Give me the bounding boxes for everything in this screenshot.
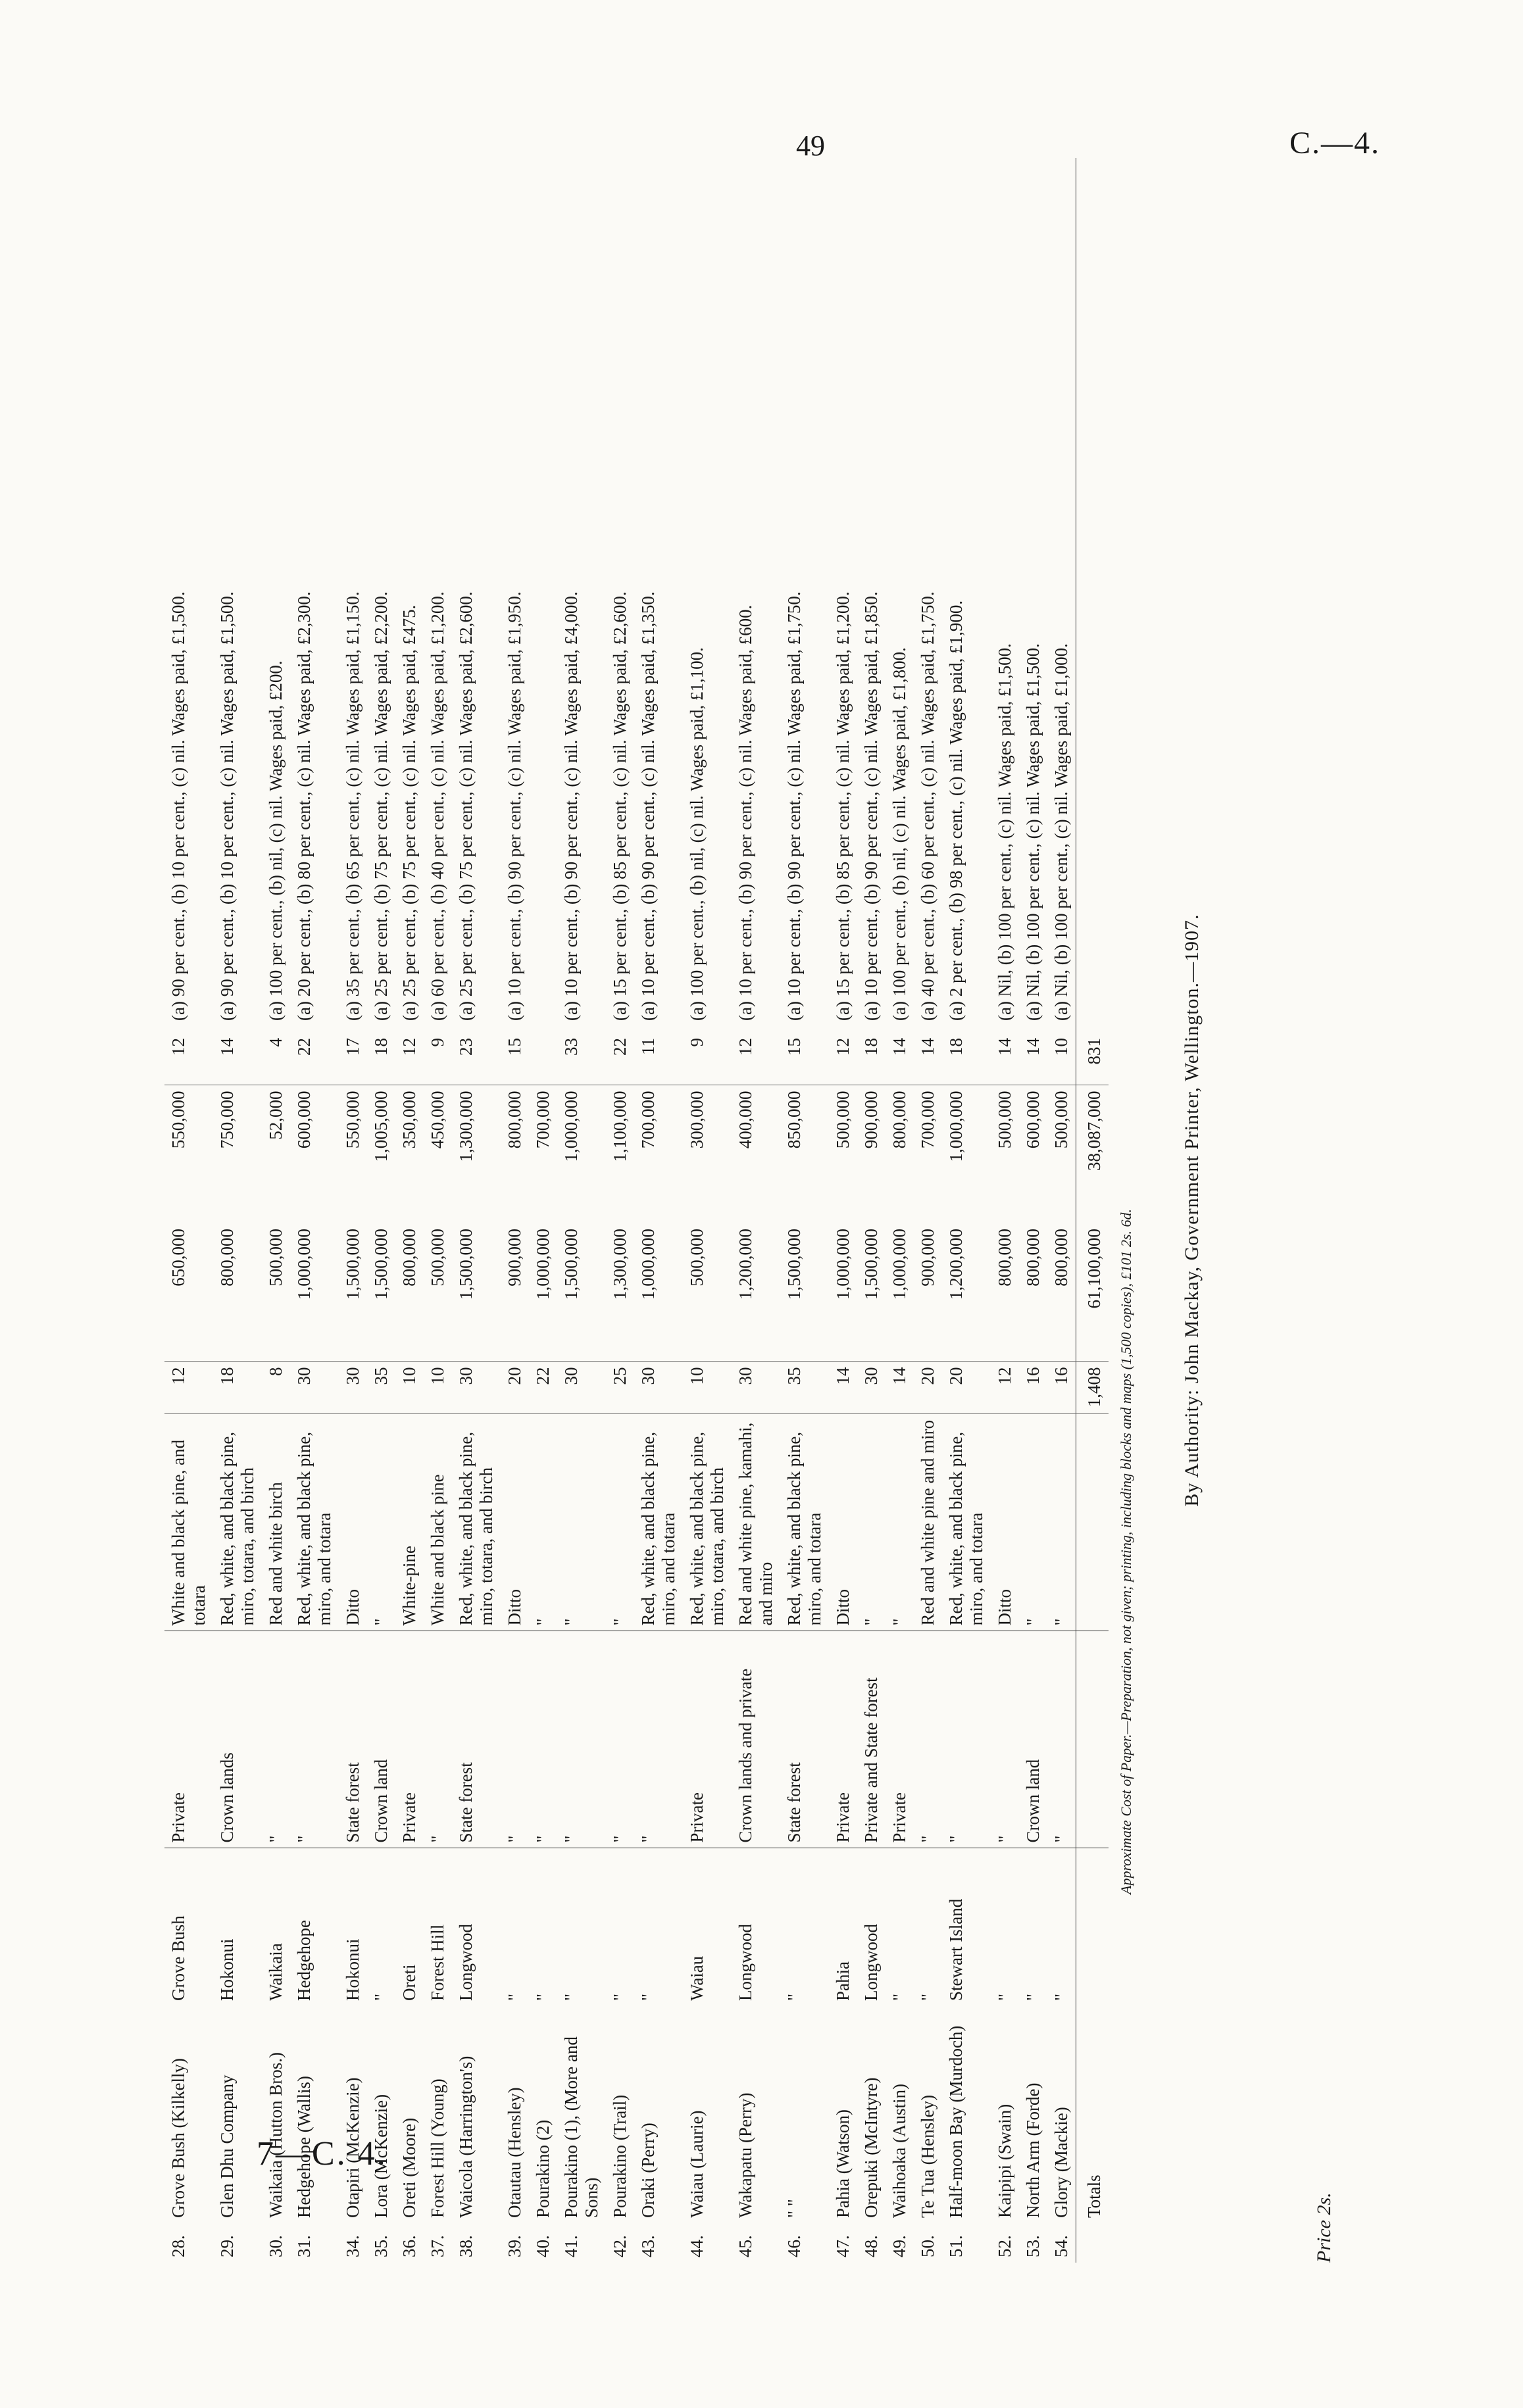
ownership: Crown lands	[213, 1631, 262, 1848]
men-value: 14	[213, 1033, 262, 1085]
feet-value: 1,500,000	[780, 1223, 829, 1362]
men-value: 23	[452, 1033, 501, 1085]
timber-kind: Red and white birch	[262, 1414, 290, 1631]
mill-name: Pahia (Watson)	[833, 2109, 853, 2218]
timber-kind: White and black pine	[424, 1414, 452, 1631]
percent-wages: (a) 100 per cent., (b) nil, (c) nil. Wages paid, £1,100.	[687, 647, 707, 1021]
table-row	[634, 158, 683, 2263]
timber-kind: Red and white pine and miro	[914, 1414, 942, 1631]
row-number: 48.	[861, 2235, 881, 2257]
row-number: 31.	[294, 2235, 314, 2257]
feet-value: 1,000,000	[634, 1223, 683, 1362]
men-value: 12	[732, 1033, 780, 1085]
feet-value: 1,500,000	[339, 1223, 367, 1362]
row-number: 46.	[784, 2235, 804, 2257]
mill-name: Otautau (Hensley)	[505, 2087, 524, 2218]
feet-value: 1,500,000	[557, 1223, 606, 1362]
row-number: 49.	[889, 2235, 909, 2257]
table-row	[829, 158, 857, 2263]
locality: Longwood	[456, 1924, 476, 2001]
cut-value: 850,000	[784, 1091, 804, 1149]
men-value: 14	[914, 1033, 942, 1085]
timber-kind: White-pine	[395, 1414, 424, 1631]
men-value: 14	[886, 1033, 914, 1085]
acres-value: 12	[991, 1362, 1019, 1414]
page-number: 49	[796, 130, 825, 162]
table-row	[290, 158, 339, 2263]
row-number: 45.	[736, 2235, 755, 2257]
locality: "	[561, 1993, 581, 2001]
table-row	[501, 158, 529, 2263]
cut-value: 550,000	[168, 1091, 188, 1149]
men-value: 17	[339, 1033, 367, 1085]
ownership: "	[606, 1631, 634, 1848]
mill-name: Orepuki (McIntyre)	[861, 2077, 881, 2218]
men-value: 14	[1019, 1033, 1047, 1085]
ownership: "	[290, 1631, 339, 1848]
men-value: 15	[501, 1033, 529, 1085]
signature-mark: 7—C. 4.	[257, 2135, 387, 2173]
acres-value: 25	[606, 1362, 634, 1414]
locality: "	[1051, 1993, 1071, 2001]
row-number: 41.	[561, 2235, 581, 2257]
percent-wages: (a) 10 per cent., (b) 90 per cent., (c) nil. Wages paid, £4,000.	[561, 591, 581, 1021]
acres-value: 30	[634, 1362, 683, 1414]
timber-kind: "	[1047, 1414, 1076, 1631]
totals-acres: 1,408	[1076, 1362, 1109, 1414]
cut-value: 1,300,000	[456, 1091, 476, 1162]
mill-name: Grove Bush (Kilkelly)	[168, 2058, 188, 2218]
timber-kind: "	[606, 1414, 634, 1631]
cut-value: 1,000,000	[946, 1091, 966, 1162]
acres-value: 10	[683, 1362, 732, 1414]
table-row	[606, 158, 634, 2263]
row-number: 40.	[533, 2235, 553, 2257]
acres-value: 20	[942, 1362, 991, 1414]
table-row	[914, 158, 942, 2263]
row-number: 30.	[266, 2235, 286, 2257]
table-row	[942, 158, 991, 2263]
totals-row	[1076, 158, 1109, 2263]
table-row	[529, 158, 557, 2263]
row-number: 44.	[687, 2235, 707, 2257]
timber-kind: Red, white, and black pine, miro, and totara	[780, 1414, 829, 1631]
feet-value: 1,000,000	[886, 1223, 914, 1362]
acres-value: 8	[262, 1362, 290, 1414]
mill-name: Forest Hill (Young)	[428, 2078, 447, 2218]
timber-kind: Ditto	[501, 1414, 529, 1631]
row-number: 47.	[833, 2235, 853, 2257]
rotated-table-area	[164, 158, 1335, 2263]
percent-wages: (a) 2 per cent., (b) 98 per cent., (c) nil. Wages paid, £1,900.	[946, 600, 966, 1021]
cut-value: 700,000	[918, 1091, 937, 1149]
men-value	[529, 1033, 557, 1085]
ownership: "	[501, 1631, 529, 1848]
table-row	[262, 158, 290, 2263]
acres-value: 10	[424, 1362, 452, 1414]
mill-name: Glory (Mackie)	[1051, 2107, 1071, 2218]
row-number: 29.	[217, 2235, 237, 2257]
men-value: 14	[991, 1033, 1019, 1085]
men-value: 12	[395, 1033, 424, 1085]
row-number: 54.	[1051, 2235, 1071, 2257]
percent-wages: (a) 90 per cent., (b) 10 per cent., (c) nil. Wages paid, £1,500.	[217, 591, 237, 1021]
sawmill-table	[164, 158, 1109, 2263]
locality: Pahia	[833, 1961, 853, 2001]
cut-value: 1,000,000	[561, 1091, 581, 1162]
ownership: "	[529, 1631, 557, 1848]
cut-value: 800,000	[505, 1091, 524, 1149]
timber-kind: "	[367, 1414, 395, 1631]
approximate-cost-note: Approximate Cost of Paper.—Preparation, not given; printing, including blocks and maps (1,500 copies), £101 2s. 6d.	[1118, 1208, 1134, 1894]
timber-kind: Red, white, and black pine, miro, totara, and birch	[452, 1414, 501, 1631]
table-row	[732, 158, 780, 2263]
cut-value: 750,000	[217, 1091, 237, 1149]
percent-wages: (a) 10 per cent., (b) 90 per cent., (c) nil. Wages paid, £1,950.	[505, 591, 524, 1021]
acres-value: 18	[213, 1362, 262, 1414]
acres-value: 30	[857, 1362, 886, 1414]
percent-wages: (a) 25 per cent., (b) 75 per cent., (c) nil. Wages paid, £2,600.	[456, 591, 476, 1021]
row-number: 51.	[946, 2235, 966, 2257]
totals-men: 831	[1076, 1033, 1109, 1085]
table-row	[164, 158, 213, 2263]
acres-value: 35	[780, 1362, 829, 1414]
ownership: "	[914, 1631, 942, 1848]
feet-value: 650,000	[164, 1223, 213, 1362]
timber-kind: Ditto	[829, 1414, 857, 1631]
locality: "	[889, 1993, 909, 2001]
feet-value: 1,200,000	[732, 1223, 780, 1362]
price-note: Price 2s.	[1313, 2192, 1335, 2263]
table-row	[886, 158, 914, 2263]
locality: Waiau	[687, 1955, 707, 2001]
row-number: 43.	[638, 2235, 658, 2257]
totals-spacer	[1076, 1631, 1109, 1848]
mill-name: Waiau (Laurie)	[687, 2110, 707, 2218]
acres-value: 30	[290, 1362, 339, 1414]
row-number: 28.	[168, 2235, 188, 2257]
timber-kind: "	[886, 1414, 914, 1631]
feet-value: 1,000,000	[290, 1223, 339, 1362]
totals-cut: 38,087,000	[1076, 1085, 1109, 1223]
percent-wages: (a) Nil, (b) 100 per cent., (c) nil. Wages paid, £1,500.	[1023, 643, 1043, 1021]
mill-name: Waicola (Harrington's)	[456, 2055, 476, 2218]
cut-value: 300,000	[687, 1091, 707, 1149]
men-value: 4	[262, 1033, 290, 1085]
table-row	[424, 158, 452, 2263]
cut-value: 600,000	[294, 1091, 314, 1149]
ownership: Crown land	[1019, 1631, 1047, 1848]
cut-value: 1,100,000	[610, 1091, 630, 1162]
men-value: 18	[857, 1033, 886, 1085]
feet-value: 500,000	[262, 1223, 290, 1362]
feet-value: 500,000	[424, 1223, 452, 1362]
men-value: 18	[942, 1033, 991, 1085]
ownership: "	[942, 1631, 991, 1848]
table-row	[857, 158, 886, 2263]
timber-kind: White and black pine, and totara	[164, 1414, 213, 1631]
row-number: 39.	[505, 2235, 524, 2257]
men-value: 33	[557, 1033, 606, 1085]
row-number: 35.	[371, 2235, 391, 2257]
mill-name: Waikaia (Hutton Bros.)	[266, 2052, 286, 2218]
timber-kind: Red and white pine, kamahi, and miro	[732, 1414, 780, 1631]
feet-value: 800,000	[213, 1223, 262, 1362]
feet-value: 1,000,000	[529, 1223, 557, 1362]
locality: "	[505, 1993, 524, 2001]
mill-name: Oreti (Moore)	[399, 2117, 419, 2218]
timber-kind: "	[557, 1414, 606, 1631]
cut-value: 800,000	[889, 1091, 909, 1149]
timber-kind: "	[529, 1414, 557, 1631]
table-row	[395, 158, 424, 2263]
locality: "	[995, 1993, 1014, 2001]
mill-name: Waihoaka (Austin)	[889, 2083, 909, 2218]
mill-name: Pourakino (1), (More and Sons)	[561, 2036, 601, 2218]
locality: "	[533, 1993, 553, 2001]
row-number: 53.	[1023, 2235, 1043, 2257]
ownership: "	[1047, 1631, 1076, 1848]
mill-name: Oraki (Perry)	[638, 2123, 658, 2218]
feet-value: 900,000	[914, 1223, 942, 1362]
feet-value: 1,500,000	[367, 1223, 395, 1362]
table-row	[1047, 158, 1076, 2263]
ownership: Crown land	[367, 1631, 395, 1848]
mill-name: Wakapatu (Perry)	[736, 2092, 755, 2218]
cut-value: 500,000	[995, 1091, 1014, 1149]
men-value: 9	[424, 1033, 452, 1085]
cut-value: 700,000	[638, 1091, 658, 1149]
mill-name: Pourakino (Trail)	[610, 2094, 630, 2218]
ownership: Private and State forest	[857, 1631, 886, 1848]
mill-name: Pourakino (2)	[533, 2119, 553, 2218]
locality: Oreti	[399, 1964, 419, 2001]
percent-wages: (a) 90 per cent., (b) 10 per cent., (c) nil. Wages paid, £1,500.	[168, 591, 188, 1021]
table-row	[780, 158, 829, 2263]
timber-kind: Red, white, and black pine, miro, totara, and birch	[213, 1414, 262, 1631]
percent-wages: (a) 100 per cent., (b) nil, (c) nil. Wages paid, £200.	[266, 660, 286, 1021]
percent-wages: (a) 25 per cent., (b) 75 per cent., (c) nil. Wages paid, £2,200.	[371, 591, 391, 1021]
ownership: State forest	[452, 1631, 501, 1848]
mill-name: " "	[784, 2199, 804, 2218]
men-value: 9	[683, 1033, 732, 1085]
acres-value: 16	[1047, 1362, 1076, 1414]
row-number: 37.	[428, 2235, 447, 2257]
timber-kind: "	[857, 1414, 886, 1631]
feet-value: 1,200,000	[942, 1223, 991, 1362]
acres-value: 20	[501, 1362, 529, 1414]
timber-kind: "	[1019, 1414, 1047, 1631]
acres-value: 12	[164, 1362, 213, 1414]
mill-name: Kaipipi (Swain)	[995, 2103, 1014, 2218]
totals-spacer	[1076, 2223, 1109, 2263]
table-row	[991, 158, 1019, 2263]
cut-value: 350,000	[399, 1091, 419, 1149]
percent-wages	[529, 158, 557, 1033]
cut-value: 550,000	[343, 1091, 362, 1149]
acres-value: 30	[452, 1362, 501, 1414]
timber-kind: Red, white, and black pine, miro, and totara	[290, 1414, 339, 1631]
mill-name: North Arm (Forde)	[1023, 2082, 1043, 2218]
locality: Waikaia	[266, 1943, 286, 2001]
locality: Stewart Island	[946, 1898, 966, 2001]
timber-kind: Red, white, and black pine, miro, totara, and birch	[683, 1414, 732, 1631]
ownership: Private	[164, 1631, 213, 1848]
timber-kind: Red, white, and black pine, miro, and totara	[634, 1414, 683, 1631]
ownership: Private	[886, 1631, 914, 1848]
acres-value: 30	[339, 1362, 367, 1414]
locality: Hokonui	[217, 1938, 237, 2001]
percent-wages: (a) 100 per cent., (b) nil, (c) nil. Wages paid, £1,800.	[889, 647, 909, 1021]
totals-spacer	[1076, 158, 1109, 1033]
table-row	[1019, 158, 1047, 2263]
acres-value: 14	[886, 1362, 914, 1414]
table-row	[683, 158, 732, 2263]
printer-authority: By Authority: John Mackay, Government Printer, Wellington.—1907.	[1181, 914, 1203, 1507]
men-value: 22	[606, 1033, 634, 1085]
ownership: "	[991, 1631, 1019, 1848]
men-value: 12	[829, 1033, 857, 1085]
ownership: Crown lands and private	[732, 1631, 780, 1848]
feet-value: 1,300,000	[606, 1223, 634, 1362]
locality: Hedgehope	[294, 1920, 314, 2001]
acres-value: 14	[829, 1362, 857, 1414]
mill-name: Glen Dhu Company	[217, 2075, 237, 2218]
acres-value: 22	[529, 1362, 557, 1414]
mill-name: Half-moon Bay (Murdoch)	[946, 2025, 966, 2218]
men-value: 11	[634, 1033, 683, 1085]
row-number: 38.	[456, 2235, 476, 2257]
percent-wages: (a) 10 per cent., (b) 90 per cent., (c) nil. Wages paid, £600.	[736, 604, 755, 1021]
cut-value: 400,000	[736, 1091, 755, 1149]
timber-kind: Ditto	[991, 1414, 1019, 1631]
men-value: 22	[290, 1033, 339, 1085]
ownership: Private	[395, 1631, 424, 1848]
percent-wages: (a) 60 per cent., (b) 40 per cent., (c) nil. Wages paid, £1,200.	[428, 591, 447, 1021]
percent-wages: (a) 20 per cent., (b) 80 per cent., (c) nil. Wages paid, £2,300.	[294, 591, 314, 1021]
row-number: 42.	[610, 2235, 630, 2257]
acres-value: 20	[914, 1362, 942, 1414]
feet-value: 1,000,000	[829, 1223, 857, 1362]
mill-name: Hedgehope (Wallis)	[294, 2076, 314, 2218]
locality: Longwood	[736, 1924, 755, 2001]
table-row	[557, 158, 606, 2263]
locality: "	[784, 1993, 804, 2001]
ownership: Private	[829, 1631, 857, 1848]
men-value: 12	[164, 1033, 213, 1085]
row-number: 50.	[918, 2235, 937, 2257]
percent-wages: (a) Nil, (b) 100 per cent., (c) nil. Wages paid, £1,500.	[995, 643, 1014, 1021]
ownership: "	[634, 1631, 683, 1848]
ownership: "	[424, 1631, 452, 1848]
ownership: State forest	[339, 1631, 367, 1848]
locality: Longwood	[861, 1924, 881, 2001]
locality: "	[371, 1993, 391, 2001]
table-row	[367, 158, 395, 2263]
men-value: 10	[1047, 1033, 1076, 1085]
cut-value: 1,005,000	[371, 1091, 391, 1162]
totals-spacer	[1076, 1848, 1109, 2006]
mill-name: Otapiri (McKenzie)	[343, 2077, 362, 2218]
cut-value: 500,000	[833, 1091, 853, 1149]
cut-value: 450,000	[428, 1091, 447, 1149]
feet-value: 1,500,000	[452, 1223, 501, 1362]
percent-wages: (a) 15 per cent., (b) 85 per cent., (c) nil. Wages paid, £2,600.	[610, 591, 630, 1021]
timber-kind: Ditto	[339, 1414, 367, 1631]
percent-wages: (a) 10 per cent., (b) 90 per cent., (c) nil. Wages paid, £1,350.	[638, 591, 658, 1021]
feet-value: 800,000	[991, 1223, 1019, 1362]
percent-wages: (a) 10 per cent., (b) 90 per cent., (c) nil. Wages paid, £1,850.	[861, 591, 881, 1021]
locality: Hokonui	[343, 1938, 362, 2001]
locality: "	[1023, 1993, 1043, 2001]
percent-wages: (a) 35 per cent., (b) 65 per cent., (c) nil. Wages paid, £1,150.	[343, 591, 362, 1021]
row-number: 52.	[995, 2235, 1014, 2257]
cut-value: 600,000	[1023, 1091, 1043, 1149]
acres-value: 35	[367, 1362, 395, 1414]
feet-value: 500,000	[683, 1223, 732, 1362]
feet-value: 800,000	[1019, 1223, 1047, 1362]
locality: "	[918, 1993, 937, 2001]
percent-wages: (a) 40 per cent., (b) 60 per cent., (c) nil. Wages paid, £1,750.	[918, 591, 937, 1021]
acres-value: 30	[557, 1362, 606, 1414]
table-row	[339, 158, 367, 2263]
cut-value: 700,000	[533, 1091, 553, 1149]
men-value: 18	[367, 1033, 395, 1085]
percent-wages: (a) 10 per cent., (b) 90 per cent., (c) nil. Wages paid, £1,750.	[784, 591, 804, 1021]
row-number: 36.	[399, 2235, 419, 2257]
feet-value: 900,000	[501, 1223, 529, 1362]
acres-value: 10	[395, 1362, 424, 1414]
ownership: "	[557, 1631, 606, 1848]
feet-value: 800,000	[395, 1223, 424, 1362]
locality: Grove Bush	[168, 1915, 188, 2001]
table-row	[213, 158, 262, 2263]
mill-name: Te Tua (Hensley)	[918, 2094, 937, 2218]
locality: "	[610, 1993, 630, 2001]
acres-value: 30	[732, 1362, 780, 1414]
cut-value: 500,000	[1051, 1091, 1071, 1149]
percent-wages: (a) 15 per cent., (b) 85 per cent., (c) nil. Wages paid, £1,200.	[833, 591, 853, 1021]
totals-spacer	[1076, 1414, 1109, 1631]
timber-kind: Red, white, and black pine, miro, and totara	[942, 1414, 991, 1631]
cut-value: 52,000	[266, 1091, 286, 1140]
cut-value: 900,000	[861, 1091, 881, 1149]
percent-wages: (a) 25 per cent., (b) 75 per cent., (c) nil. Wages paid, £475.	[399, 604, 419, 1021]
mill-name: Lora (McKenzie)	[371, 2094, 391, 2218]
document-code: C.—4.	[1289, 126, 1381, 160]
table-row	[452, 158, 501, 2263]
ownership: State forest	[780, 1631, 829, 1848]
feet-value: 1,500,000	[857, 1223, 886, 1362]
ownership: "	[262, 1631, 290, 1848]
men-value: 15	[780, 1033, 829, 1085]
locality: "	[638, 1993, 658, 2001]
row-number: 34.	[343, 2235, 362, 2257]
totals-feet: 61,100,000	[1076, 1223, 1109, 1362]
totals-label: Totals	[1076, 2006, 1109, 2223]
ownership: Private	[683, 1631, 732, 1848]
percent-wages: (a) Nil, (b) 100 per cent., (c) nil. Wages paid, £1,000.	[1051, 643, 1071, 1021]
feet-value: 800,000	[1047, 1223, 1076, 1362]
locality: Forest Hill	[428, 1924, 447, 2001]
acres-value: 16	[1019, 1362, 1047, 1414]
